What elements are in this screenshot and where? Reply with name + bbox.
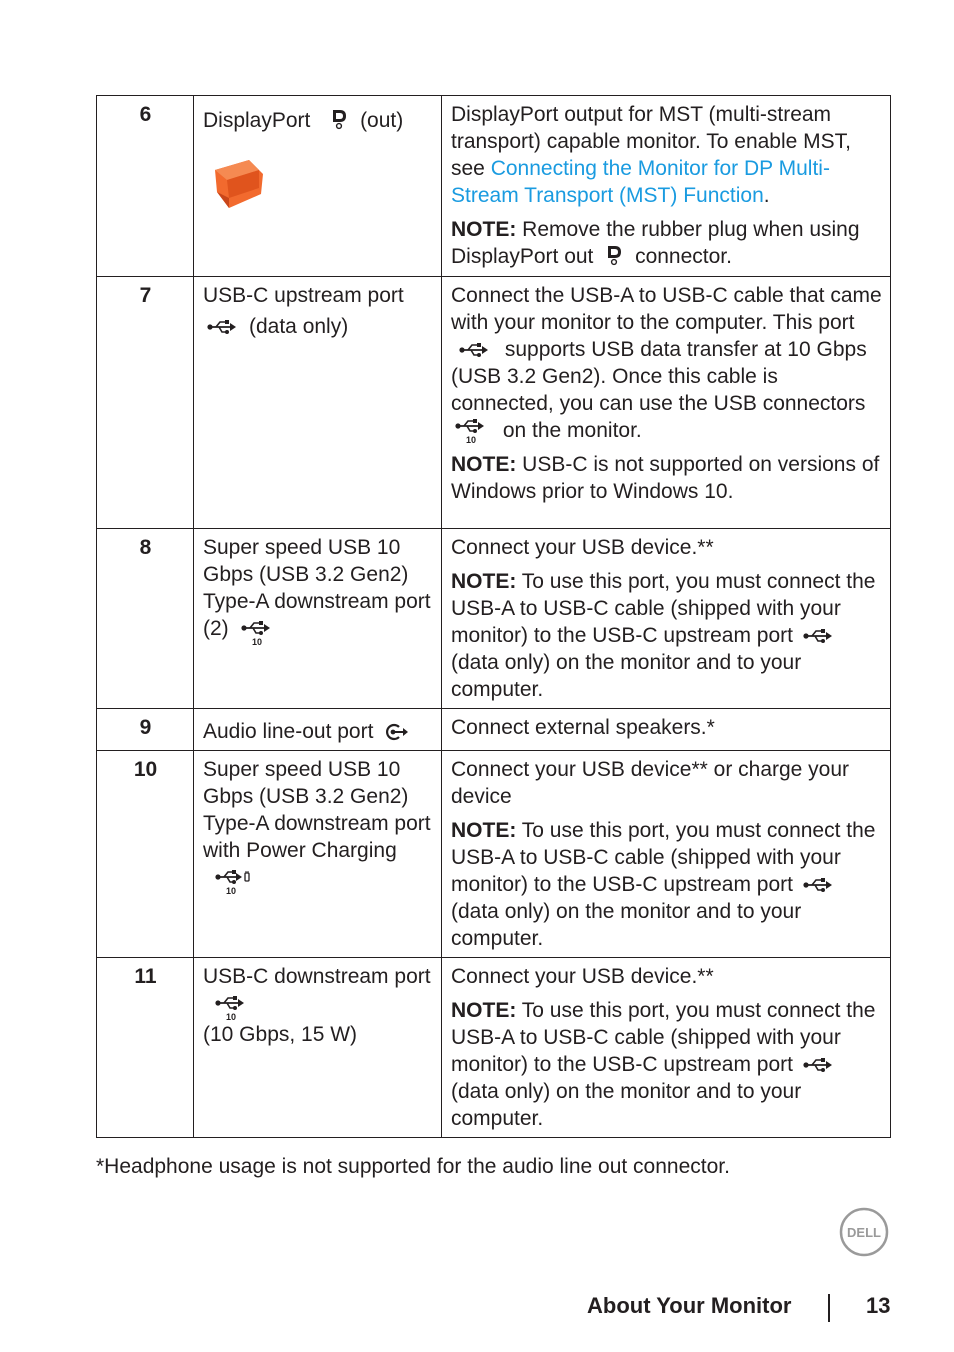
usb-icon <box>459 342 489 358</box>
note-label: NOTE: <box>451 999 517 1022</box>
function-text: Connect your USB device.** <box>451 536 714 559</box>
footer-divider <box>828 1294 830 1322</box>
note-text-end: (data only) on the monitor and to your computer. <box>451 651 802 701</box>
usb-icon <box>803 877 833 893</box>
note-text: To use this port, you must connect the USB-A to USB-C cable (shipped with your monitor) to the USB-C upstream port <box>451 999 876 1076</box>
note-text-end: (data only) on the monitor and to your computer. <box>451 1080 802 1130</box>
usb-icon <box>803 628 833 644</box>
port-label: Audio line-out port <box>203 720 374 743</box>
displayport-icon <box>330 108 348 130</box>
rubber-plug-image <box>209 156 433 223</box>
function-text: DisplayPort output for MST (multi-stream transport) capable monitor. To enable MST, see <box>451 103 851 180</box>
usb-10gbps-icon <box>455 418 487 444</box>
usb-10gbps-power-charging-icon <box>215 869 251 895</box>
note-text: To use this port, you must connect the USB-A to USB-C cable (shipped with your monitor) to the USB-C upstream port <box>451 570 876 647</box>
port-description <box>194 96 442 277</box>
port-label: Super speed USB 10 Gbps (USB 3.2 Gen2) Type-A downstream port with Power Charging <box>203 758 431 862</box>
table-row <box>97 96 891 277</box>
port-label: Super speed USB 10 Gbps (USB 3.2 Gen2) Type-A downstream port (2) <box>203 536 431 640</box>
usb-icon <box>803 1057 833 1073</box>
note-text: To use this port, you must connect the USB-A to USB-C cable (shipped with your monitor) to the USB-C upstream port <box>451 819 876 896</box>
usb-10gbps-icon <box>215 995 247 1021</box>
table-row <box>97 277 891 529</box>
ports-table <box>96 95 891 1138</box>
table-row <box>97 958 891 1138</box>
function-text-end: . <box>763 184 770 207</box>
port-label-suffix: (out) <box>360 109 404 132</box>
note-label: NOTE: <box>451 819 517 842</box>
port-label-suffix: (data only) <box>249 315 349 338</box>
table-row <box>97 709 891 751</box>
dell-logo-text: DELL <box>847 1225 881 1240</box>
port-description <box>194 958 442 1138</box>
port-description <box>194 709 442 751</box>
usb-10gbps-icon <box>241 620 273 646</box>
row-number: 9 <box>97 709 194 751</box>
mst-section-link[interactable]: Connecting the Monitor for DP Multi-Stream Transport (MST) Function <box>451 157 830 207</box>
port-function <box>442 277 891 529</box>
speed-badge: 10 <box>251 637 262 647</box>
table-row <box>97 751 891 958</box>
audio-line-out-icon <box>385 723 409 741</box>
page-number: 13 <box>866 1293 891 1318</box>
note-text: Remove the rubber plug when using DisplayPort out <box>451 218 860 268</box>
note-text-end: (data only) on the monitor and to your computer. <box>451 900 802 950</box>
note-text: USB-C is not supported on versions of Windows prior to Windows 10. <box>451 453 880 504</box>
port-label: USB-C upstream port <box>203 284 404 307</box>
function-text: Connect your USB device** or charge your device <box>451 758 850 808</box>
port-description <box>194 751 442 958</box>
speed-badge: 10 <box>226 886 237 896</box>
speed-badge: 10 <box>226 1012 237 1022</box>
function-text-3: on the monitor. <box>497 419 642 442</box>
dell-logo <box>839 1207 889 1262</box>
footnote: *Headphone usage is not supported for the audio line out connector. <box>96 1155 730 1178</box>
port-function <box>442 96 891 277</box>
row-number: 11 <box>97 958 194 1138</box>
port-label: DisplayPort <box>203 109 311 132</box>
row-number: 7 <box>97 277 194 529</box>
row-number: 10 <box>97 751 194 958</box>
port-description <box>194 529 442 709</box>
note-label: NOTE: <box>451 218 517 241</box>
port-description <box>194 277 442 529</box>
displayport-icon <box>605 244 623 266</box>
port-spec: (10 Gbps, 15 W) <box>203 1023 358 1047</box>
function-text: Connect external speakers.* <box>451 716 715 739</box>
function-text-2: supports USB data transfer at 10 Gbps (USB 3.2 Gen2). Once this cable is connected, you can use the USB connectors <box>451 338 867 415</box>
row-number: 6 <box>97 96 194 277</box>
note-label: NOTE: <box>451 570 517 593</box>
note-label: NOTE: <box>451 453 517 477</box>
row-number: 8 <box>97 529 194 709</box>
speed-badge: 10 <box>466 435 477 445</box>
usb-icon <box>207 319 237 335</box>
table-row <box>97 529 891 709</box>
section-title: About Your Monitor <box>587 1293 792 1318</box>
port-function <box>442 751 891 958</box>
port-function <box>442 958 891 1138</box>
function-text: Connect your USB device.** <box>451 965 714 988</box>
port-function <box>442 709 891 751</box>
function-text: Connect the USB-A to USB-C cable that came with your monitor to the computer. This port <box>451 284 882 334</box>
port-label: USB-C downstream port <box>203 965 431 988</box>
note-text-end: connector. <box>629 245 732 268</box>
port-function <box>442 529 891 709</box>
